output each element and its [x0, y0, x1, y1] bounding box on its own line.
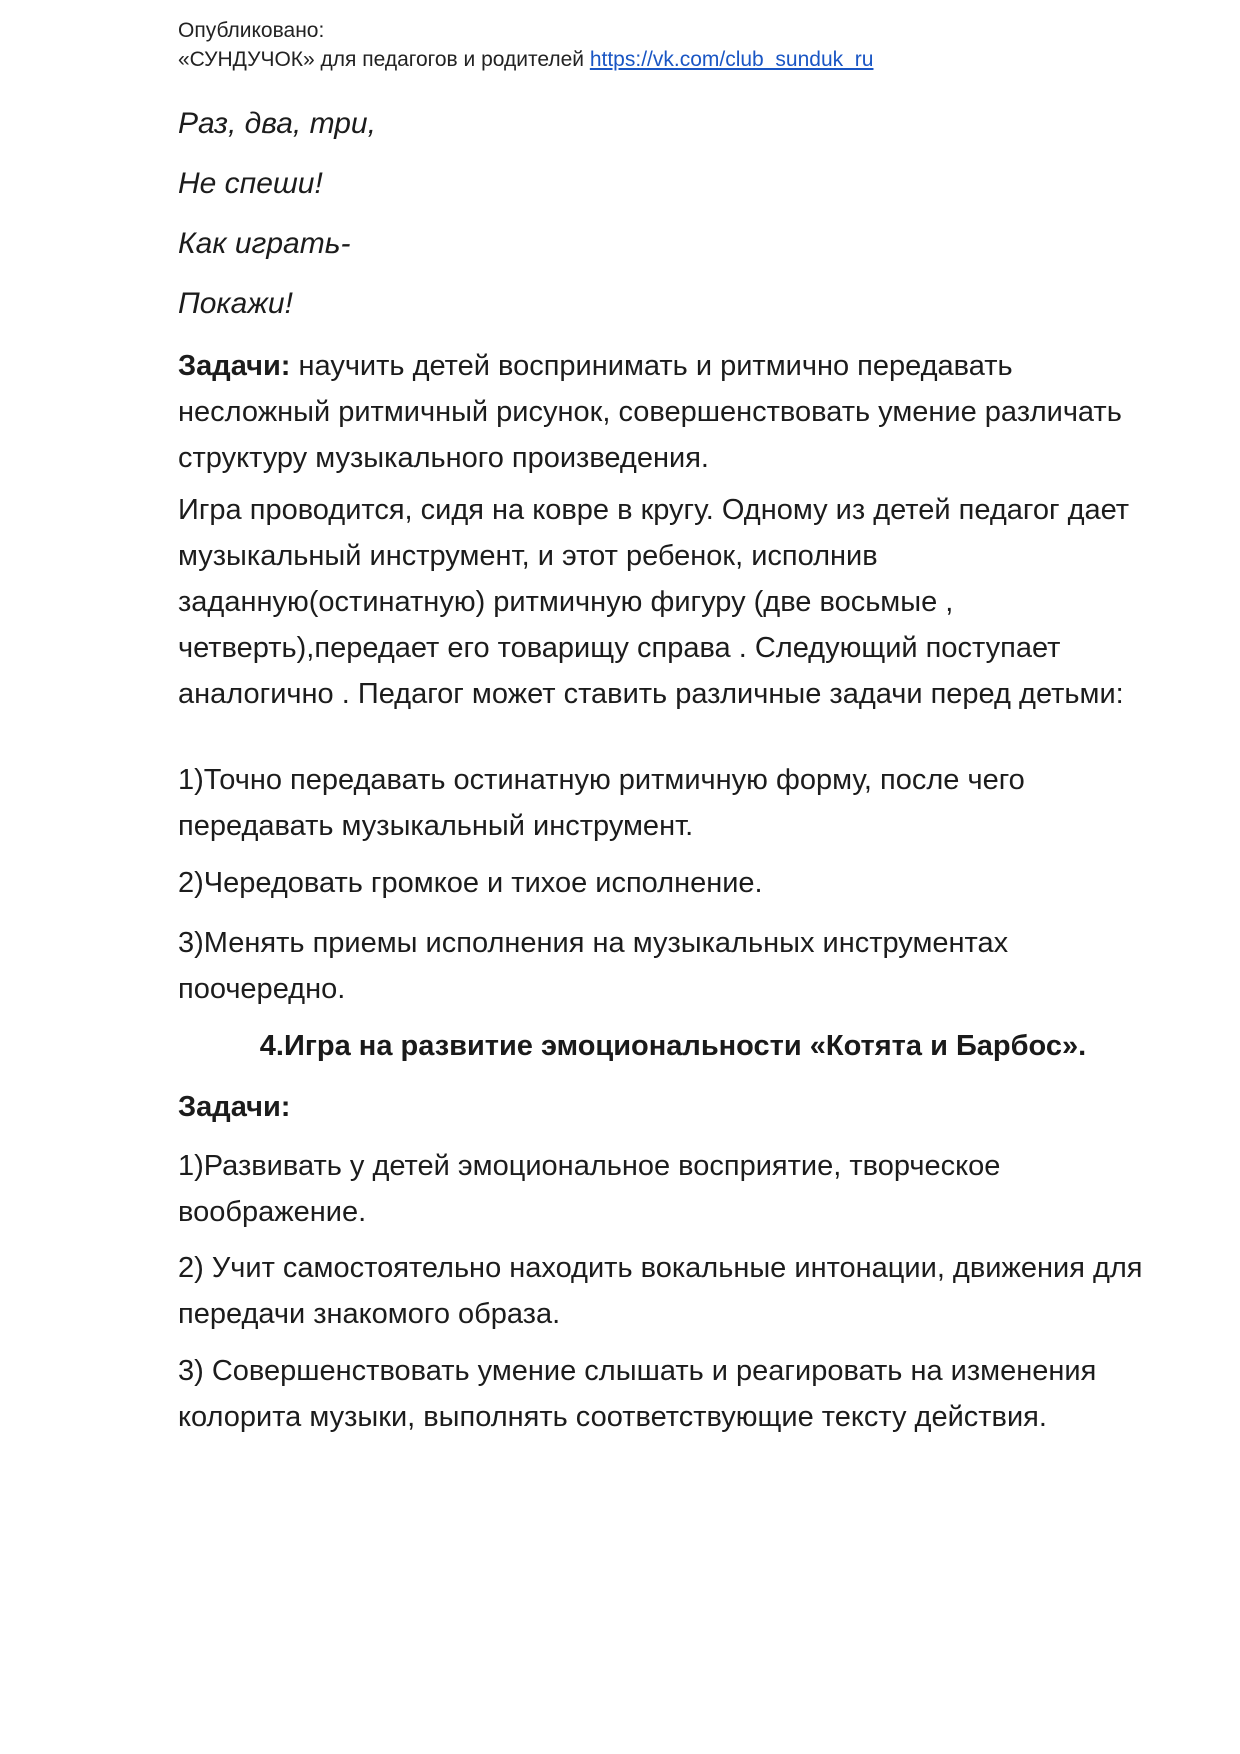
published-label: Опубликовано:	[178, 19, 325, 42]
poem-line: Как играть-	[178, 227, 351, 260]
task-item: 1)Развивать у детей эмоциональное восприятие, творческое воображение.	[178, 1150, 1001, 1228]
tasks-label: Задачи:	[178, 350, 291, 382]
task-item: 2) Учит самостоятельно находить вокальные интонации, движения для передачи знакомого образа.	[178, 1252, 1143, 1330]
game-description: Игра проводится, сидя на ковре в кругу. Одному из детей педагог дает музыкальный инструмент, и этот ребенок, исполнив заданную(остинатную) ритмичную фигуру (две восьмые , четверть),передает его товарищу справа . Следующий поступает аналогично . Педагог может ставить различные задачи перед детьми:	[178, 494, 1130, 710]
poem-line: Не спеши!	[178, 167, 323, 200]
vk-link[interactable]: https://vk.com/club_sunduk_ru	[589, 48, 874, 71]
tasks-paragraph	[178, 343, 1168, 481]
source-line	[178, 45, 1178, 74]
publication-header	[178, 16, 1178, 74]
tasks-heading: Задачи:	[178, 1091, 291, 1123]
source-text: «СУНДУЧОК» для педагогов и родителей	[178, 48, 590, 71]
poem-line: Раз, два, три,	[178, 107, 376, 140]
task-item: 3) Совершенствовать умение слышать и реагировать на изменения колорита музыки, выполнять соответствующие тексту действия.	[178, 1355, 1097, 1433]
rule-item: 2)Чередовать громкое и тихое исполнение.	[178, 867, 763, 899]
tasks-text: научить детей воспринимать и ритмично передавать несложный ритмичный рисунок, совершенствовать умение различать структуру музыкального произведения.	[178, 350, 1122, 474]
rule-item: 3)Менять приемы исполнения на музыкальных инструментах поочередно.	[178, 927, 1009, 1005]
rule-item: 1)Точно передавать остинатную ритмичную форму, после чего передавать музыкальный инструмент.	[178, 764, 1025, 842]
section-heading: 4.Игра на развитие эмоциональности «Котята и Барбос».	[259, 1030, 1087, 1062]
poem-line: Покажи!	[178, 287, 293, 320]
